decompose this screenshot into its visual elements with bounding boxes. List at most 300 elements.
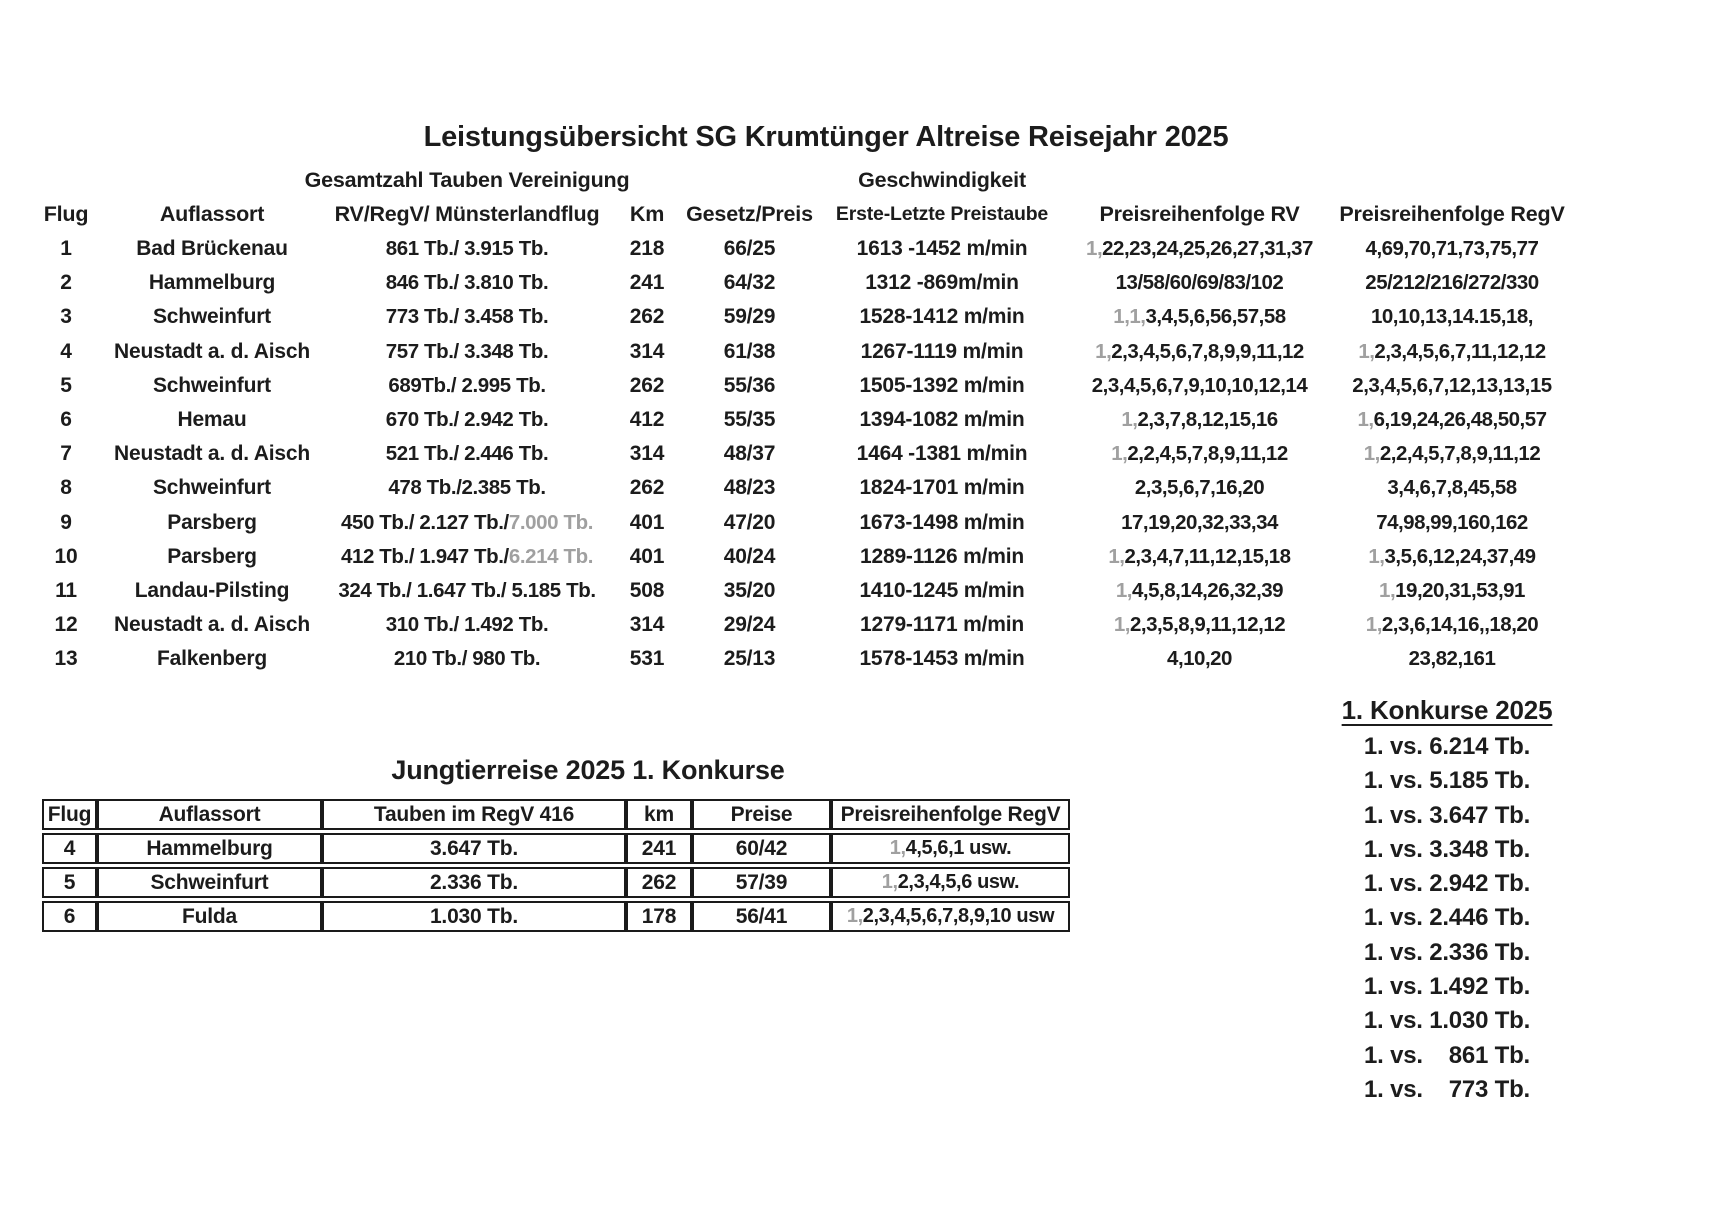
table-row bbox=[42, 901, 1070, 932]
cell-auflassort bbox=[92, 613, 332, 637]
table-row bbox=[40, 300, 1582, 334]
konkurse-list bbox=[1297, 730, 1597, 1107]
cell-auflassort bbox=[92, 271, 332, 295]
cell-erste-letzte-preistaube-text: 1312 -869m/min bbox=[865, 271, 1019, 295]
cell-flug bbox=[42, 901, 97, 932]
cell-erste-letzte-preistaube-text: 1279-1171 m/min bbox=[860, 613, 1024, 637]
column-header-km: Km bbox=[629, 201, 665, 226]
cell-auflassort-text: Landau-Pilsting bbox=[134, 578, 290, 602]
column-header-erste-letzte-preistaube: Erste-Letzte Preistaube bbox=[835, 202, 1049, 225]
cell-tauben-text: 521 Tb./ 2.446 Tb. bbox=[385, 442, 549, 466]
table-row bbox=[42, 833, 1070, 864]
cell-preisreihenfolge-rv-text: 1,1, bbox=[1113, 305, 1146, 329]
cell-auflassort bbox=[97, 867, 322, 898]
jungtier-column-header-km: km bbox=[626, 799, 692, 830]
cell-km bbox=[602, 579, 692, 603]
table-row bbox=[40, 642, 1582, 676]
cell-gesetz-preis-text: 55/35 bbox=[723, 408, 776, 432]
leistungsuebersicht-section bbox=[40, 118, 1582, 676]
list-item: 1. vs. 861 Tb. bbox=[1363, 1041, 1531, 1069]
super-header-geschwindigkeit: Geschwindigkeit bbox=[858, 167, 1026, 192]
table-row bbox=[40, 437, 1582, 471]
cell-preisreihenfolge-rv bbox=[1077, 613, 1322, 637]
cell-preisreihenfolge-rv bbox=[1077, 579, 1322, 603]
cell-km bbox=[602, 237, 692, 261]
cell-km bbox=[602, 340, 692, 364]
table-row bbox=[40, 403, 1582, 437]
cell-auflassort-text: Hammelburg bbox=[148, 271, 276, 295]
cell-flug-text: 11 bbox=[55, 578, 77, 602]
cell-tauben bbox=[332, 237, 602, 261]
cell-gesetz-preis bbox=[692, 442, 807, 466]
cell-preisreihenfolge-regv-text: 2,3,4,5,6,7,11,12,12 bbox=[1374, 339, 1546, 363]
cell-tauben-text: 324 Tb./ 1.647 Tb./ 5.185 Tb. bbox=[338, 578, 596, 602]
cell-preisreihenfolge-regv bbox=[1322, 476, 1582, 500]
cell-tauben bbox=[332, 511, 602, 535]
cell-erste-letzte-preistaube-text: 1394-1082 m/min bbox=[859, 408, 1025, 432]
cell-gesetz-preis bbox=[692, 476, 807, 500]
cell-flug-text: 5 bbox=[63, 870, 76, 894]
cell-preisreihenfolge-rv bbox=[1077, 647, 1322, 671]
cell-tauben-text: 478 Tb./2.385 Tb. bbox=[388, 476, 546, 500]
list-item: 1. vs. 2.336 Tb. bbox=[1363, 938, 1531, 966]
cell-auflassort-text: Fulda bbox=[182, 904, 237, 928]
jungtier-table bbox=[42, 796, 1070, 935]
cell-gesetz-preis bbox=[692, 511, 807, 535]
cell-preisreihenfolge-rv-text: 1, bbox=[1121, 408, 1138, 432]
cell-erste-letzte-preistaube bbox=[807, 647, 1077, 671]
cell-preisreihenfolge-regv bbox=[1322, 613, 1582, 637]
cell-preisreihenfolge-rv-text: 2,3,4,7,11,12,15,18 bbox=[1124, 544, 1291, 568]
cell-erste-letzte-preistaube bbox=[807, 613, 1077, 637]
cell-auflassort bbox=[92, 545, 332, 569]
cell-auflassort bbox=[92, 408, 332, 432]
cell-tauben bbox=[332, 374, 602, 398]
cell-tauben bbox=[322, 901, 626, 932]
cell-preisreihenfolge-rv bbox=[1077, 476, 1322, 500]
cell-preisreihenfolge-regv bbox=[1322, 545, 1582, 569]
cell-auflassort bbox=[92, 340, 332, 364]
cell-gesetz-preis-text: 47/20 bbox=[723, 510, 776, 534]
cell-tauben-text: 689Tb./ 2.995 Tb. bbox=[388, 373, 546, 397]
cell-preisreihenfolge-regv-text: 2,3,4,5,6,7,8,9,10 usw bbox=[862, 905, 1055, 927]
cell-tauben-text: 2.336 Tb. bbox=[429, 870, 519, 894]
cell-flug-text: 7 bbox=[60, 442, 72, 466]
list-item: 1. vs. 2.942 Tb. bbox=[1363, 870, 1531, 898]
cell-km-text: 401 bbox=[629, 544, 665, 568]
cell-flug-text: 12 bbox=[54, 613, 78, 637]
cell-flug bbox=[42, 833, 97, 864]
cell-preisreihenfolge-rv-text: 2,3,4,5,6,7,9,10,10,12,14 bbox=[1091, 373, 1308, 397]
cell-preisreihenfolge-regv-text: 1, bbox=[1363, 442, 1380, 466]
cell-preisreihenfolge-regv-text: 3,4,6,7,8,45,58 bbox=[1387, 476, 1517, 500]
cell-tauben bbox=[332, 340, 602, 364]
cell-erste-letzte-preistaube bbox=[807, 374, 1077, 398]
cell-flug bbox=[40, 613, 92, 637]
cell-auflassort bbox=[97, 833, 322, 864]
cell-auflassort-text: Schweinfurt bbox=[150, 870, 269, 894]
jungtier-table-title: Jungtierreise 2025 1. Konkurse bbox=[391, 755, 785, 785]
cell-gesetz-preis-text: 61/38 bbox=[723, 339, 776, 363]
list-item: 1. vs. 2.446 Tb. bbox=[1363, 904, 1531, 932]
cell-preisreihenfolge-regv-text: 2,3,4,5,6 usw. bbox=[897, 871, 1020, 893]
cell-preisreihenfolge-rv-text: 1, bbox=[1086, 237, 1103, 261]
cell-preisreihenfolge-rv-text: 1, bbox=[1113, 613, 1130, 637]
cell-auflassort bbox=[92, 442, 332, 466]
cell-auflassort-text: Hammelburg bbox=[146, 836, 273, 860]
cell-preisreihenfolge-regv-text: 1, bbox=[1368, 544, 1385, 568]
cell-erste-letzte-preistaube-text: 1410-1245 m/min bbox=[859, 578, 1025, 602]
cell-erste-letzte-preistaube-text: 1824-1701 m/min bbox=[859, 476, 1025, 500]
cell-preisreihenfolge-rv bbox=[1077, 340, 1322, 364]
cell-preisreihenfolge-rv bbox=[1077, 271, 1322, 295]
cell-gesetz-preis bbox=[692, 305, 807, 329]
cell-km bbox=[602, 374, 692, 398]
cell-erste-letzte-preistaube bbox=[807, 442, 1077, 466]
cell-preisreihenfolge-rv-text: 4,10,20 bbox=[1167, 647, 1232, 671]
table-row bbox=[40, 506, 1582, 540]
cell-preisreihenfolge-rv-text: 22,23,24,25,26,27,31,37 bbox=[1102, 237, 1313, 261]
cell-km-text: 314 bbox=[629, 613, 665, 637]
cell-preise bbox=[692, 901, 831, 932]
cell-tauben bbox=[322, 833, 626, 864]
cell-km-text: 412 bbox=[629, 408, 665, 432]
cell-auflassort-text: Parsberg bbox=[167, 510, 257, 534]
cell-auflassort bbox=[97, 901, 322, 932]
cell-erste-letzte-preistaube-text: 1267-1119 m/min bbox=[860, 339, 1024, 363]
cell-erste-letzte-preistaube bbox=[807, 476, 1077, 500]
cell-tauben-text: 7.000 Tb. bbox=[508, 510, 593, 534]
jungtierreise-section bbox=[42, 752, 1070, 935]
cell-km-text: 314 bbox=[629, 442, 665, 466]
cell-tauben-text: 3.647 Tb. bbox=[429, 836, 519, 860]
cell-tauben bbox=[332, 647, 602, 671]
cell-flug-text: 8 bbox=[60, 476, 72, 500]
cell-preisreihenfolge-regv-text: 1, bbox=[846, 905, 863, 927]
cell-gesetz-preis bbox=[692, 340, 807, 364]
cell-auflassort bbox=[92, 647, 332, 671]
cell-preisreihenfolge-regv-text: 1, bbox=[1365, 613, 1382, 637]
jungtier-column-header-auflassort: Auflassort bbox=[97, 799, 322, 830]
cell-auflassort-text: Falkenberg bbox=[156, 647, 268, 671]
cell-flug-text: 1 bbox=[60, 237, 72, 261]
cell-preisreihenfolge-regv-text: 4,69,70,71,73,75,77 bbox=[1365, 237, 1539, 261]
cell-auflassort-text: Hemau bbox=[177, 408, 247, 432]
cell-preise-text: 57/39 bbox=[735, 870, 788, 894]
cell-flug-text: 5 bbox=[60, 373, 72, 397]
table-row bbox=[40, 574, 1582, 608]
cell-erste-letzte-preistaube-text: 1528-1412 m/min bbox=[859, 305, 1025, 329]
list-item: 1. vs. 6.214 Tb. bbox=[1363, 733, 1531, 760]
cell-flug-text: 3 bbox=[60, 305, 72, 329]
table-row bbox=[42, 867, 1070, 898]
cell-preisreihenfolge-regv-text: 10,10,13,14.15,18, bbox=[1371, 305, 1533, 329]
cell-flug bbox=[40, 374, 92, 398]
cell-tauben-text: 670 Tb./ 2.942 Tb. bbox=[385, 408, 549, 432]
cell-preisreihenfolge-regv-text: 74,98,99,160,162 bbox=[1376, 510, 1528, 534]
cell-tauben-text: 846 Tb./ 3.810 Tb. bbox=[385, 271, 549, 295]
main-table-body bbox=[40, 232, 1582, 676]
cell-km bbox=[602, 305, 692, 329]
cell-tauben-text: 6.214 Tb. bbox=[508, 544, 593, 568]
cell-preisreihenfolge-rv-text: 1, bbox=[1115, 578, 1132, 602]
cell-flug-text: 10 bbox=[54, 544, 78, 568]
table-row bbox=[40, 335, 1582, 369]
cell-auflassort-text: Neustadt a. d. Aisch bbox=[114, 442, 310, 466]
super-header-row bbox=[40, 164, 1582, 196]
cell-flug-text: 9 bbox=[60, 510, 72, 534]
cell-erste-letzte-preistaube bbox=[807, 305, 1077, 329]
cell-preisreihenfolge-regv bbox=[1322, 340, 1582, 364]
cell-km-text: 178 bbox=[641, 904, 677, 928]
cell-preisreihenfolge-regv-text: 3,5,6,12,24,37,49 bbox=[1384, 544, 1536, 568]
cell-km bbox=[602, 271, 692, 295]
cell-km bbox=[626, 833, 692, 864]
cell-erste-letzte-preistaube bbox=[807, 237, 1077, 261]
cell-gesetz-preis-text: 35/20 bbox=[723, 578, 776, 602]
cell-preisreihenfolge-rv-text: 2,3,5,6,7,16,20 bbox=[1134, 476, 1265, 500]
cell-km-text: 241 bbox=[629, 271, 665, 295]
cell-tauben bbox=[332, 545, 602, 569]
cell-preise bbox=[692, 833, 831, 864]
cell-gesetz-preis bbox=[692, 579, 807, 603]
cell-preisreihenfolge-rv bbox=[1077, 237, 1322, 261]
cell-gesetz-preis bbox=[692, 271, 807, 295]
cell-km-text: 508 bbox=[629, 578, 665, 602]
cell-auflassort bbox=[92, 305, 332, 329]
cell-erste-letzte-preistaube-text: 1505-1392 m/min bbox=[859, 373, 1025, 397]
cell-tauben-text: 310 Tb./ 1.492 Tb. bbox=[385, 613, 549, 637]
cell-km-text: 241 bbox=[641, 836, 677, 860]
cell-erste-letzte-preistaube-text: 1578-1453 m/min bbox=[859, 647, 1025, 671]
cell-preisreihenfolge-regv bbox=[1322, 305, 1582, 329]
cell-erste-letzte-preistaube bbox=[807, 340, 1077, 364]
cell-preisreihenfolge-rv-text: 2,2,4,5,7,8,9,11,12 bbox=[1127, 442, 1288, 466]
cell-preisreihenfolge-regv-text: 1, bbox=[1358, 339, 1375, 363]
cell-preisreihenfolge-regv-text: 2,3,4,5,6,7,12,13,13,15 bbox=[1352, 373, 1552, 397]
table-row bbox=[40, 369, 1582, 403]
cell-gesetz-preis-text: 29/24 bbox=[723, 613, 776, 637]
column-header-preisreihenfolge-regv: Preisreihenfolge RegV bbox=[1339, 201, 1565, 226]
cell-preise bbox=[692, 867, 831, 898]
cell-preisreihenfolge-regv-text: 1, bbox=[1379, 578, 1396, 602]
cell-gesetz-preis-text: 66/25 bbox=[723, 237, 776, 261]
cell-tauben-text: 861 Tb./ 3.915 Tb. bbox=[385, 237, 549, 261]
cell-flug bbox=[40, 545, 92, 569]
cell-gesetz-preis bbox=[692, 237, 807, 261]
cell-preisreihenfolge-regv bbox=[1322, 442, 1582, 466]
cell-gesetz-preis-text: 64/32 bbox=[723, 271, 776, 295]
cell-flug bbox=[40, 647, 92, 671]
column-header-preisreihenfolge-rv: Preisreihenfolge RV bbox=[1099, 201, 1300, 226]
cell-preisreihenfolge-regv bbox=[831, 901, 1070, 932]
cell-tauben bbox=[332, 408, 602, 432]
cell-preisreihenfolge-regv bbox=[1322, 579, 1582, 603]
cell-erste-letzte-preistaube bbox=[807, 511, 1077, 535]
cell-preisreihenfolge-rv-text: 2,3,5,8,9,11,12,12 bbox=[1129, 613, 1286, 637]
cell-km bbox=[626, 901, 692, 932]
konkurse-heading: 1. Konkurse 2025 bbox=[1341, 695, 1553, 725]
cell-tauben bbox=[332, 305, 602, 329]
cell-tauben-text: 210 Tb./ 980 Tb. bbox=[393, 647, 541, 671]
cell-auflassort-text: Schweinfurt bbox=[153, 476, 271, 500]
cell-preisreihenfolge-rv bbox=[1077, 408, 1322, 432]
cell-flug-text: 6 bbox=[60, 408, 72, 432]
table-row bbox=[40, 540, 1582, 574]
page-title: Leistungsübersicht SG Krumtünger Altreise Reisejahr 2025 bbox=[423, 121, 1229, 153]
cell-preisreihenfolge-regv bbox=[1322, 511, 1582, 535]
table-row bbox=[40, 266, 1582, 300]
cell-auflassort bbox=[92, 511, 332, 535]
cell-km-text: 262 bbox=[641, 870, 677, 894]
cell-gesetz-preis bbox=[692, 613, 807, 637]
cell-preisreihenfolge-regv-text: 25/212/216/272/330 bbox=[1365, 271, 1539, 295]
cell-flug bbox=[40, 340, 92, 364]
cell-gesetz-preis bbox=[692, 647, 807, 671]
cell-flug bbox=[42, 867, 97, 898]
cell-tauben bbox=[332, 613, 602, 637]
list-item: 1. vs. 3.348 Tb. bbox=[1363, 835, 1531, 863]
cell-preise-text: 56/41 bbox=[735, 904, 788, 928]
cell-preisreihenfolge-regv bbox=[1322, 237, 1582, 261]
cell-erste-letzte-preistaube bbox=[807, 408, 1077, 432]
cell-km-text: 218 bbox=[629, 237, 665, 261]
cell-km bbox=[602, 545, 692, 569]
cell-preisreihenfolge-rv bbox=[1077, 374, 1322, 398]
table-row bbox=[40, 608, 1582, 642]
cell-preisreihenfolge-regv-text: 2,3,6,14,16,,18,20 bbox=[1381, 613, 1539, 637]
cell-erste-letzte-preistaube-text: 1613 -1452 m/min bbox=[856, 237, 1028, 261]
cell-erste-letzte-preistaube bbox=[807, 271, 1077, 295]
cell-tauben-text: 757 Tb./ 3.348 Tb. bbox=[385, 339, 549, 363]
cell-km bbox=[602, 613, 692, 637]
column-header-auflassort: Auflassort bbox=[159, 201, 265, 226]
cell-tauben-text: 773 Tb./ 3.458 Tb. bbox=[385, 305, 549, 329]
cell-preisreihenfolge-regv-text: 23,82,161 bbox=[1408, 647, 1496, 671]
cell-gesetz-preis-text: 40/24 bbox=[723, 544, 776, 568]
cell-preisreihenfolge-regv-text: 2,2,4,5,7,8,9,11,12 bbox=[1379, 442, 1541, 466]
cell-erste-letzte-preistaube-text: 1289-1126 m/min bbox=[860, 544, 1024, 568]
column-header-gesetz-preis: Gesetz/Preis bbox=[686, 201, 813, 226]
cell-gesetz-preis bbox=[692, 408, 807, 432]
cell-flug-text: 4 bbox=[63, 836, 76, 860]
cell-preisreihenfolge-regv-text: 1, bbox=[881, 871, 898, 893]
cell-km-text: 314 bbox=[629, 339, 665, 363]
cell-preisreihenfolge-regv-text: 19,20,31,53,91 bbox=[1395, 578, 1525, 602]
cell-auflassort-text: Neustadt a. d. Aisch bbox=[114, 613, 310, 637]
cell-preisreihenfolge-rv-text: 13/58/60/69/83/102 bbox=[1115, 271, 1284, 295]
cell-auflassort-text: Neustadt a. d. Aisch bbox=[114, 339, 310, 363]
cell-preise-text: 60/42 bbox=[735, 836, 788, 860]
list-item: 1. vs. 3.647 Tb. bbox=[1363, 801, 1531, 829]
super-header-gesamtzahl-tauben: Gesamtzahl Tauben Vereinigung bbox=[304, 167, 630, 192]
cell-km-text: 531 bbox=[629, 647, 665, 671]
cell-preisreihenfolge-regv-text: 1, bbox=[1357, 408, 1374, 432]
cell-preisreihenfolge-rv-text: 1, bbox=[1095, 339, 1112, 363]
list-item: 1. vs. 1.492 Tb. bbox=[1363, 973, 1531, 1001]
cell-flug bbox=[40, 271, 92, 295]
cell-flug bbox=[40, 442, 92, 466]
cell-flug bbox=[40, 237, 92, 261]
cell-flug bbox=[40, 579, 92, 603]
cell-gesetz-preis-text: 59/29 bbox=[723, 305, 776, 329]
cell-flug bbox=[40, 476, 92, 500]
list-item: 1. vs. 1.030 Tb. bbox=[1363, 1007, 1531, 1035]
cell-preisreihenfolge-rv-text: 1, bbox=[1108, 544, 1125, 568]
cell-auflassort-text: Parsberg bbox=[167, 544, 257, 568]
cell-preisreihenfolge-rv bbox=[1077, 442, 1322, 466]
column-header-flug: Flug bbox=[43, 201, 89, 226]
cell-erste-letzte-preistaube bbox=[807, 545, 1077, 569]
table-row bbox=[40, 471, 1582, 505]
jungtier-column-header-tauben: Tauben im RegV 416 bbox=[322, 799, 626, 830]
cell-preisreihenfolge-regv bbox=[831, 867, 1070, 898]
jungtier-column-header-flug: Flug bbox=[42, 799, 97, 830]
cell-tauben bbox=[332, 442, 602, 466]
cell-erste-letzte-preistaube-text: 1464 -1381 m/min bbox=[856, 442, 1028, 466]
cell-km-text: 262 bbox=[629, 305, 665, 329]
cell-km-text: 262 bbox=[629, 373, 665, 397]
cell-preisreihenfolge-rv-text: 1, bbox=[1111, 442, 1128, 466]
cell-auflassort-text: Schweinfurt bbox=[153, 305, 271, 329]
list-item: 1. vs. 773 Tb. bbox=[1363, 1075, 1531, 1103]
cell-km-text: 262 bbox=[629, 476, 665, 500]
list-item: 1. vs. 5.185 Tb. bbox=[1363, 767, 1531, 795]
cell-preisreihenfolge-rv-text: 3,4,5,6,56,57,58 bbox=[1145, 305, 1286, 329]
cell-preisreihenfolge-rv-text: 2,3,4,5,6,7,8,9,9,11,12 bbox=[1111, 339, 1304, 363]
jungtier-column-header-preise: Preise bbox=[692, 799, 831, 830]
cell-auflassort bbox=[92, 579, 332, 603]
cell-gesetz-preis-text: 48/23 bbox=[723, 476, 776, 500]
cell-gesetz-preis bbox=[692, 545, 807, 569]
cell-preisreihenfolge-regv-text: 4,5,6,1 usw. bbox=[905, 837, 1012, 859]
cell-flug-text: 4 bbox=[60, 339, 72, 363]
column-header-rv-regv-muensterlandflug: RV/RegV/ Münsterlandflug bbox=[334, 201, 600, 226]
cell-auflassort-text: Bad Brückenau bbox=[136, 237, 288, 261]
cell-gesetz-preis-text: 55/36 bbox=[723, 373, 776, 397]
main-table-header-row bbox=[40, 196, 1582, 232]
cell-tauben bbox=[332, 579, 602, 603]
cell-erste-letzte-preistaube-text: 1673-1498 m/min bbox=[859, 510, 1025, 534]
cell-preisreihenfolge-rv-text: 4,5,8,14,26,32,39 bbox=[1132, 578, 1284, 602]
cell-tauben bbox=[332, 271, 602, 295]
cell-flug-text: 2 bbox=[60, 271, 72, 295]
cell-km bbox=[602, 511, 692, 535]
cell-tauben-text: 450 Tb./ 2.127 Tb./ bbox=[340, 510, 509, 534]
cell-km-text: 401 bbox=[629, 510, 665, 534]
cell-preisreihenfolge-rv-text: 2,3,7,8,12,15,16 bbox=[1137, 408, 1278, 432]
cell-preisreihenfolge-regv bbox=[1322, 647, 1582, 671]
cell-preisreihenfolge-rv bbox=[1077, 305, 1322, 329]
cell-tauben-text: 412 Tb./ 1.947 Tb./ bbox=[340, 544, 509, 568]
cell-auflassort bbox=[92, 374, 332, 398]
cell-preisreihenfolge-regv bbox=[1322, 374, 1582, 398]
cell-erste-letzte-preistaube bbox=[807, 579, 1077, 603]
cell-km bbox=[602, 647, 692, 671]
jungtier-header-row bbox=[42, 799, 1070, 830]
cell-flug bbox=[40, 408, 92, 432]
cell-flug-text: 6 bbox=[63, 904, 76, 928]
cell-auflassort-text: Schweinfurt bbox=[153, 373, 271, 397]
cell-preisreihenfolge-regv bbox=[1322, 408, 1582, 432]
cell-flug-text: 13 bbox=[54, 647, 78, 671]
cell-tauben-text: 1.030 Tb. bbox=[429, 904, 519, 928]
cell-preisreihenfolge-regv-text: 1, bbox=[889, 837, 906, 859]
cell-km bbox=[602, 408, 692, 432]
cell-gesetz-preis-text: 25/13 bbox=[723, 647, 776, 671]
cell-tauben bbox=[322, 867, 626, 898]
cell-gesetz-preis bbox=[692, 374, 807, 398]
